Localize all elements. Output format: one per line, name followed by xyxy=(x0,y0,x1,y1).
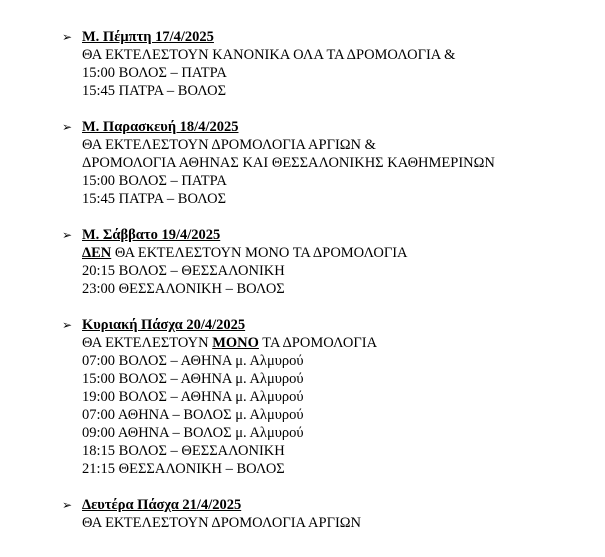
schedule-line: ΘΑ ΕΚΤΕΛΕΣΤΟΥΝ ΔΡΟΜΟΛΟΓΙΑ ΑΡΓΙΩΝ xyxy=(82,515,362,531)
schedule-line: ΘΑ ΕΚΤΕΛΕΣΤΟΥΝ ΚΑΝΟΝΙΚΑ ΟΛΑ ΤΑ ΔΡΟΜΟΛΟΓΙΑ & xyxy=(82,47,456,63)
schedule-line: 07:00 ΒΟΛΟΣ – ΑΘΗΝΑ μ. Αλμυρού xyxy=(82,353,304,369)
schedule-line: 15:00 ΒΟΛΟΣ – ΑΘΗΝΑ μ. Αλμυρού xyxy=(82,371,304,387)
schedule-line: ΔΡΟΜΟΛΟΓΙΑ ΑΘΗΝΑΣ ΚΑΙ ΘΕΣΣΑΛΟΝΙΚΗΣ ΚΑΘΗΜΕΡΙΝΩΝ xyxy=(82,155,495,171)
arrowhead-bullet-icon: ➢ xyxy=(62,318,73,332)
notice-text: ΘΑ ΕΚΤΕΛΕΣΤΟΥΝ xyxy=(82,335,213,351)
schedule-line: 19:00 ΒΟΛΟΣ – ΑΘΗΝΑ μ. Αλμυρού xyxy=(82,389,304,405)
section-heading: Κυριακή Πάσχα 20/4/2025 xyxy=(82,317,246,333)
section-heading-row xyxy=(62,316,377,334)
arrowhead-bullet-icon: ➢ xyxy=(62,120,73,134)
schedule-line: 15:45 ΠΑΤΡΑ – ΒΟΛΟΣ xyxy=(82,83,227,99)
arrowhead-bullet-icon: ➢ xyxy=(62,498,73,512)
section-heading: Μ. Παρασκευή 18/4/2025 xyxy=(82,119,239,135)
section-heading-row xyxy=(62,496,361,514)
arrowhead-bullet-icon: ➢ xyxy=(62,228,73,242)
section-easter-sunday xyxy=(62,316,377,478)
schedule-line: 07:00 ΑΘΗΝΑ – ΒΟΛΟΣ μ. Αλμυρού xyxy=(82,407,304,423)
section-heading: Μ. Πέμπτη 17/4/2025 xyxy=(82,29,214,45)
section-heading: Δευτέρα Πάσχα 21/4/2025 xyxy=(82,497,242,513)
schedule-line: 09:00 ΑΘΗΝΑ – ΒΟΛΟΣ μ. Αλμυρού xyxy=(82,425,304,441)
schedule-line: ΘΑ ΕΚΤΕΛΕΣΤΟΥΝ ΔΡΟΜΟΛΟΓΙΑ ΑΡΓΙΩΝ & xyxy=(82,137,376,153)
notice-line xyxy=(62,244,408,262)
schedule-line: 23:00 ΘΕΣΣΑΛΟΝΙΚΗ – ΒΟΛΟΣ xyxy=(82,281,285,297)
section-easter-monday xyxy=(62,496,361,532)
schedule-line: 18:15 ΒΟΛΟΣ – ΘΕΣΣΑΛΟΝΙΚΗ xyxy=(82,443,285,459)
notice-emphasis: ΜΟΝΟ xyxy=(212,335,259,351)
section-heading-row xyxy=(62,118,495,136)
arrowhead-bullet-icon: ➢ xyxy=(62,30,73,44)
notice-text: ΘΑ ΕΚΤΕΛΕΣΤΟΥΝ ΜΟΝΟ ΤΑ ΔΡΟΜΟΛΟΓΙΑ xyxy=(111,245,408,261)
section-heading-row xyxy=(62,28,455,46)
section-holy-thursday xyxy=(62,28,455,100)
schedule-line: 15:00 ΒΟΛΟΣ – ΠΑΤΡΑ xyxy=(82,173,227,189)
schedule-line: 20:15 ΒΟΛΟΣ – ΘΕΣΣΑΛΟΝΙΚΗ xyxy=(82,263,285,279)
notice-text: ΤΑ ΔΡΟΜΟΛΟΓΙΑ xyxy=(258,335,378,351)
schedule-line: 15:00 ΒΟΛΟΣ – ΠΑΤΡΑ xyxy=(82,65,227,81)
section-holy-saturday xyxy=(62,226,408,298)
notice-emphasis: ΔΕΝ xyxy=(82,245,112,261)
section-heading: Μ. Σάββατο 19/4/2025 xyxy=(82,227,221,243)
section-heading-row xyxy=(62,226,408,244)
notice-line xyxy=(62,334,377,352)
schedule-line: 15:45 ΠΑΤΡΑ – ΒΟΛΟΣ xyxy=(82,191,227,207)
section-good-friday xyxy=(62,118,495,208)
schedule-line: 21:15 ΘΕΣΣΑΛΟΝΙΚΗ – ΒΟΛΟΣ xyxy=(82,461,285,477)
